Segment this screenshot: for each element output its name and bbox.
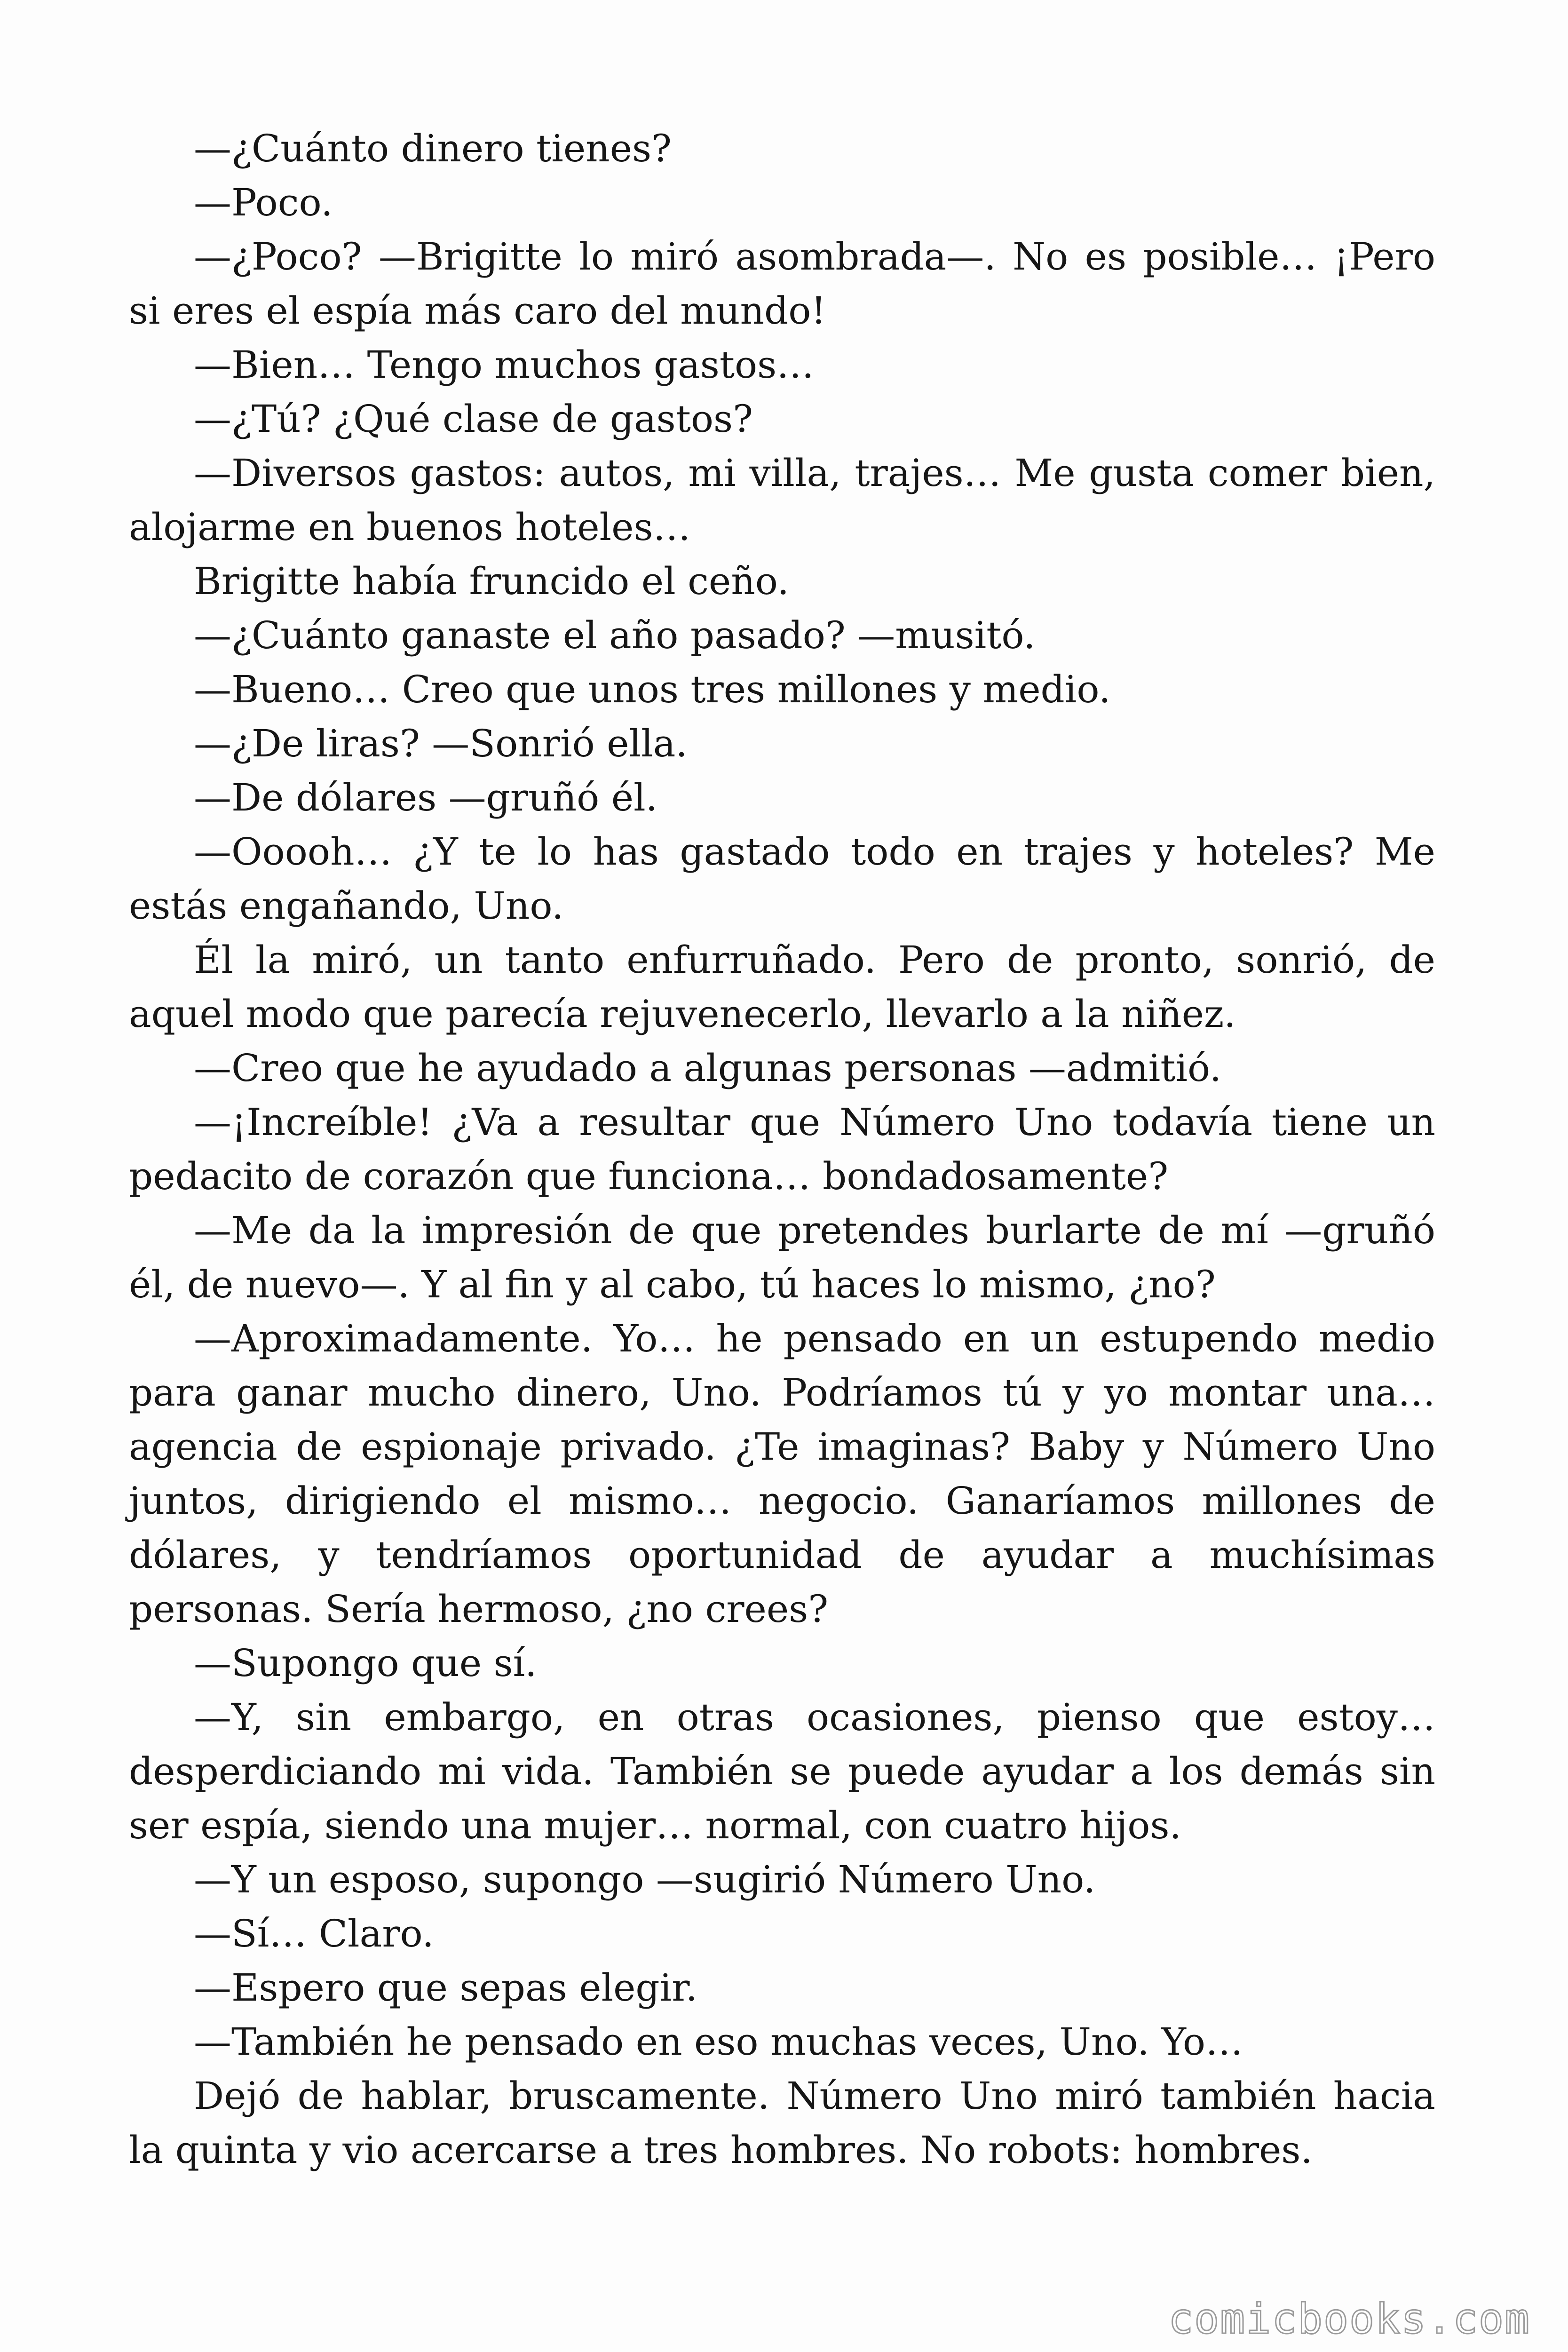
paragraph: —También he pensado en eso muchas veces, Uno. Yo…	[194, 2020, 1243, 2064]
watermark: comicbooks.com	[1168, 2295, 1530, 2343]
page-body	[129, 121, 1435, 2177]
paragraph: —¿Cuánto ganaste el año pasado? —musitó.	[194, 613, 1036, 657]
paragraph: —Creo que he ayudado a algunas personas —admitió.	[194, 1046, 1222, 1090]
paragraph: —Espero que sepas elegir.	[194, 1966, 698, 2010]
paragraph: —Y un esposo, supongo —sugirió Número Uno.	[194, 1858, 1096, 1901]
paragraph: —¿Poco? —Brigitte lo miró asombrada—. No es posible… ¡Pero si eres el espía más caro del mundo!	[129, 235, 1435, 333]
paragraph: Brigitte había fruncido el ceño.	[194, 559, 789, 603]
paragraph: —¿Tú? ¿Qué clase de gastos?	[194, 397, 753, 441]
paragraph: —Y, sin embargo, en otras ocasiones, pienso que estoy… desperdiciando mi vida. También se puede ayudar a los demás sin ser espía, siendo una mujer… normal, con cuatro hijos.	[129, 1695, 1435, 1847]
paragraph: —¿De liras? —Sonrió ella.	[194, 722, 688, 765]
paragraph: —Poco.	[194, 181, 333, 224]
paragraph: Dejó de hablar, bruscamente. Número Uno miró también hacia la quinta y vio acercarse a tres hombres. No robots: hombres.	[129, 2074, 1435, 2172]
paragraph: —Diversos gastos: autos, mi villa, trajes… Me gusta comer bien, alojarme en buenos hoteles…	[129, 451, 1435, 549]
paragraph: —Me da la impresión de que pretendes burlarte de mí —gruñó él, de nuevo—. Y al fin y al cabo, tú haces lo mismo, ¿no?	[129, 1208, 1435, 1306]
paragraph: —¿Cuánto dinero tienes?	[194, 127, 672, 170]
paragraph: —Supongo que sí.	[194, 1641, 537, 1685]
paragraph: —De dólares —gruñó él.	[194, 776, 658, 819]
paragraph: —¡Increíble! ¿Va a resultar que Número Uno todavía tiene un pedacito de corazón que funciona… bondadosamente?	[129, 1100, 1435, 1198]
paragraph: Él la miró, un tanto enfurruñado. Pero de pronto, sonrió, de aquel modo que parecía rejuvenecerlo, llevarlo a la niñez.	[129, 938, 1435, 1036]
paragraph: —Aproximadamente. Yo… he pensado en un estupendo medio para ganar mucho dinero, Uno. Podríamos tú y yo montar una… agencia de espionaje privado. ¿Te imaginas? Baby y Número Uno juntos, dirigiendo el mismo… negocio. Ganaríamos millones de dólares, y tendríamos oportunidad de ayudar a muchísimas personas. Sería hermoso, ¿no crees?	[129, 1317, 1435, 1631]
paragraph: —Ooooh… ¿Y te lo has gastado todo en trajes y hoteles? Me estás engañando, Uno.	[129, 830, 1435, 928]
paragraph: —Bien… Tengo muchos gastos…	[194, 343, 815, 387]
paragraph: —Bueno… Creo que unos tres millones y medio.	[194, 667, 1111, 711]
paragraph: —Sí… Claro.	[194, 1912, 434, 1955]
